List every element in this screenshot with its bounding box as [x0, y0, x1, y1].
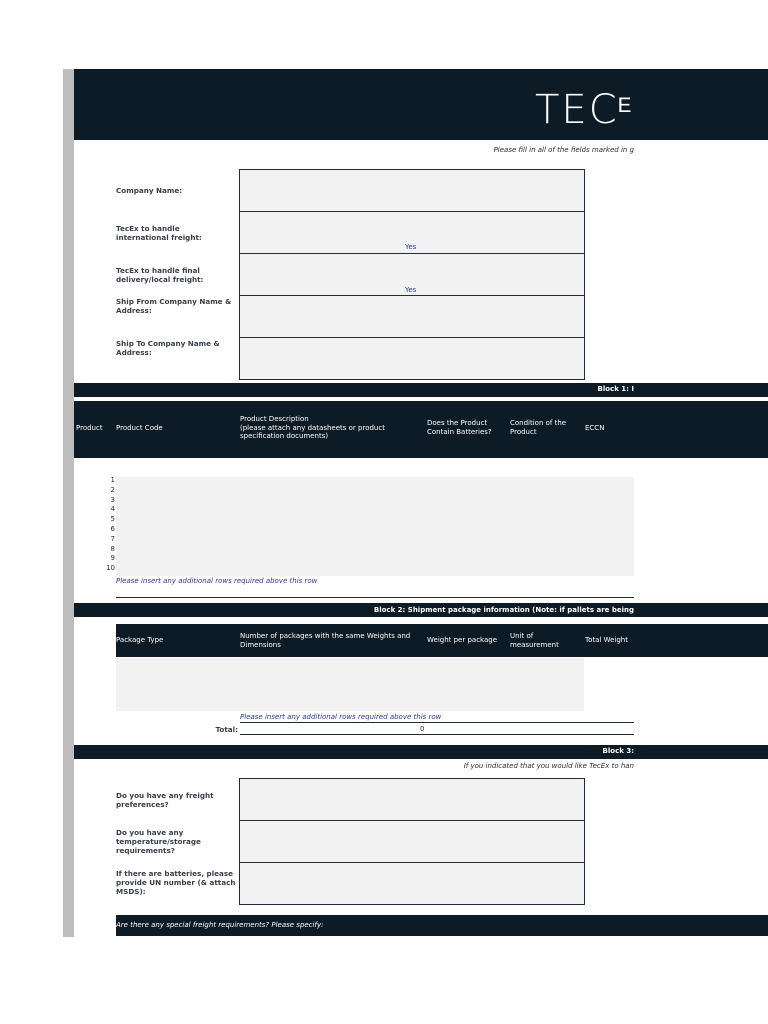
ship-to-field[interactable] — [239, 337, 585, 380]
col-product-code: Product Code — [116, 424, 163, 432]
block2-divider-top — [240, 722, 634, 723]
ship-from-label: Ship From Company Name & Address: — [116, 297, 232, 315]
row-number: 9 — [110, 554, 115, 563]
col-product-description: Product Description (please attach any datasheets or product specification documents) — [240, 415, 385, 440]
row-number: 4 — [110, 505, 115, 514]
block3-title: Block 3: — [602, 747, 634, 755]
block2-divider-bottom — [240, 734, 634, 735]
battery-label: If there are batteries, please provide UN number (& attach MSDS): — [116, 869, 236, 896]
tecex-logo: $TEC^ᴱ$ — [535, 88, 633, 132]
col-product: Product — [76, 424, 103, 432]
block1-table-header-ext — [634, 401, 768, 458]
special-req-label: Are there any special freight requirements? Please specify: — [116, 921, 324, 929]
col-batteries: Does the Product Contain Batteries? — [427, 419, 492, 436]
intl-freight-label: TecEx to handle international freight: — [116, 224, 202, 242]
block1-note: Please insert any additional rows required above this row — [116, 577, 318, 585]
block3-note: If you indicated that you would like TecEx to han — [463, 762, 634, 770]
block2-rows-area[interactable] — [116, 658, 584, 711]
block1-divider — [116, 597, 634, 598]
col-total-weight: Total Weight — [585, 636, 628, 644]
freight-pref-label: Do you have any freight preferences? — [116, 791, 214, 809]
temperature-field[interactable] — [239, 820, 585, 863]
block1-title: Block 1: I — [597, 385, 634, 393]
row-number: 8 — [110, 544, 115, 553]
local-freight-label: TecEx to handle final delivery/local freight: — [116, 266, 204, 284]
ship-to-label: Ship To Company Name & Address: — [116, 339, 220, 357]
block2-note: Please insert any additional rows required above this row — [240, 713, 442, 721]
col-package-type: Package Type — [116, 636, 164, 644]
ship-from-field[interactable] — [239, 295, 585, 338]
col-unit: Unit of measurement — [510, 632, 559, 649]
col-num-packages: Number of packages with the same Weights and Dimensions — [240, 632, 411, 649]
row-numbers — [105, 476, 115, 574]
row-number: 3 — [110, 495, 115, 504]
block1-rows-area[interactable] — [116, 477, 634, 576]
row-number: 5 — [110, 515, 115, 524]
row-number: 6 — [110, 524, 115, 533]
row-number: 1 — [110, 476, 115, 484]
row-number: 10 — [106, 564, 115, 573]
col-eccn: ECCN — [585, 424, 605, 432]
temperature-label: Do you have any temperature/storage requirements? — [116, 828, 201, 855]
intl-freight-value: Yes — [405, 243, 417, 251]
battery-field[interactable] — [239, 862, 585, 905]
header-banner — [74, 69, 768, 140]
total-value: 0 — [420, 725, 425, 733]
total-label: Total: — [215, 725, 238, 734]
block3-band — [74, 745, 768, 759]
col-condition: Condition of the Product — [510, 419, 567, 436]
left-margin-bar — [63, 69, 74, 937]
block1-band — [74, 383, 768, 397]
col-weight-per-package: Weight per package — [427, 636, 498, 644]
company-name-label: Company Name: — [116, 186, 183, 195]
block2-title: Block 2: Shipment package information (Note: if pallets are being — [373, 606, 634, 614]
freight-pref-field[interactable] — [239, 778, 585, 821]
company-name-field[interactable] — [239, 169, 585, 212]
row-number: 2 — [110, 485, 115, 494]
local-freight-value: Yes — [405, 286, 417, 294]
instructions-note: Please fill in all of the fields marked in g — [493, 146, 634, 154]
row-number: 7 — [110, 534, 115, 543]
